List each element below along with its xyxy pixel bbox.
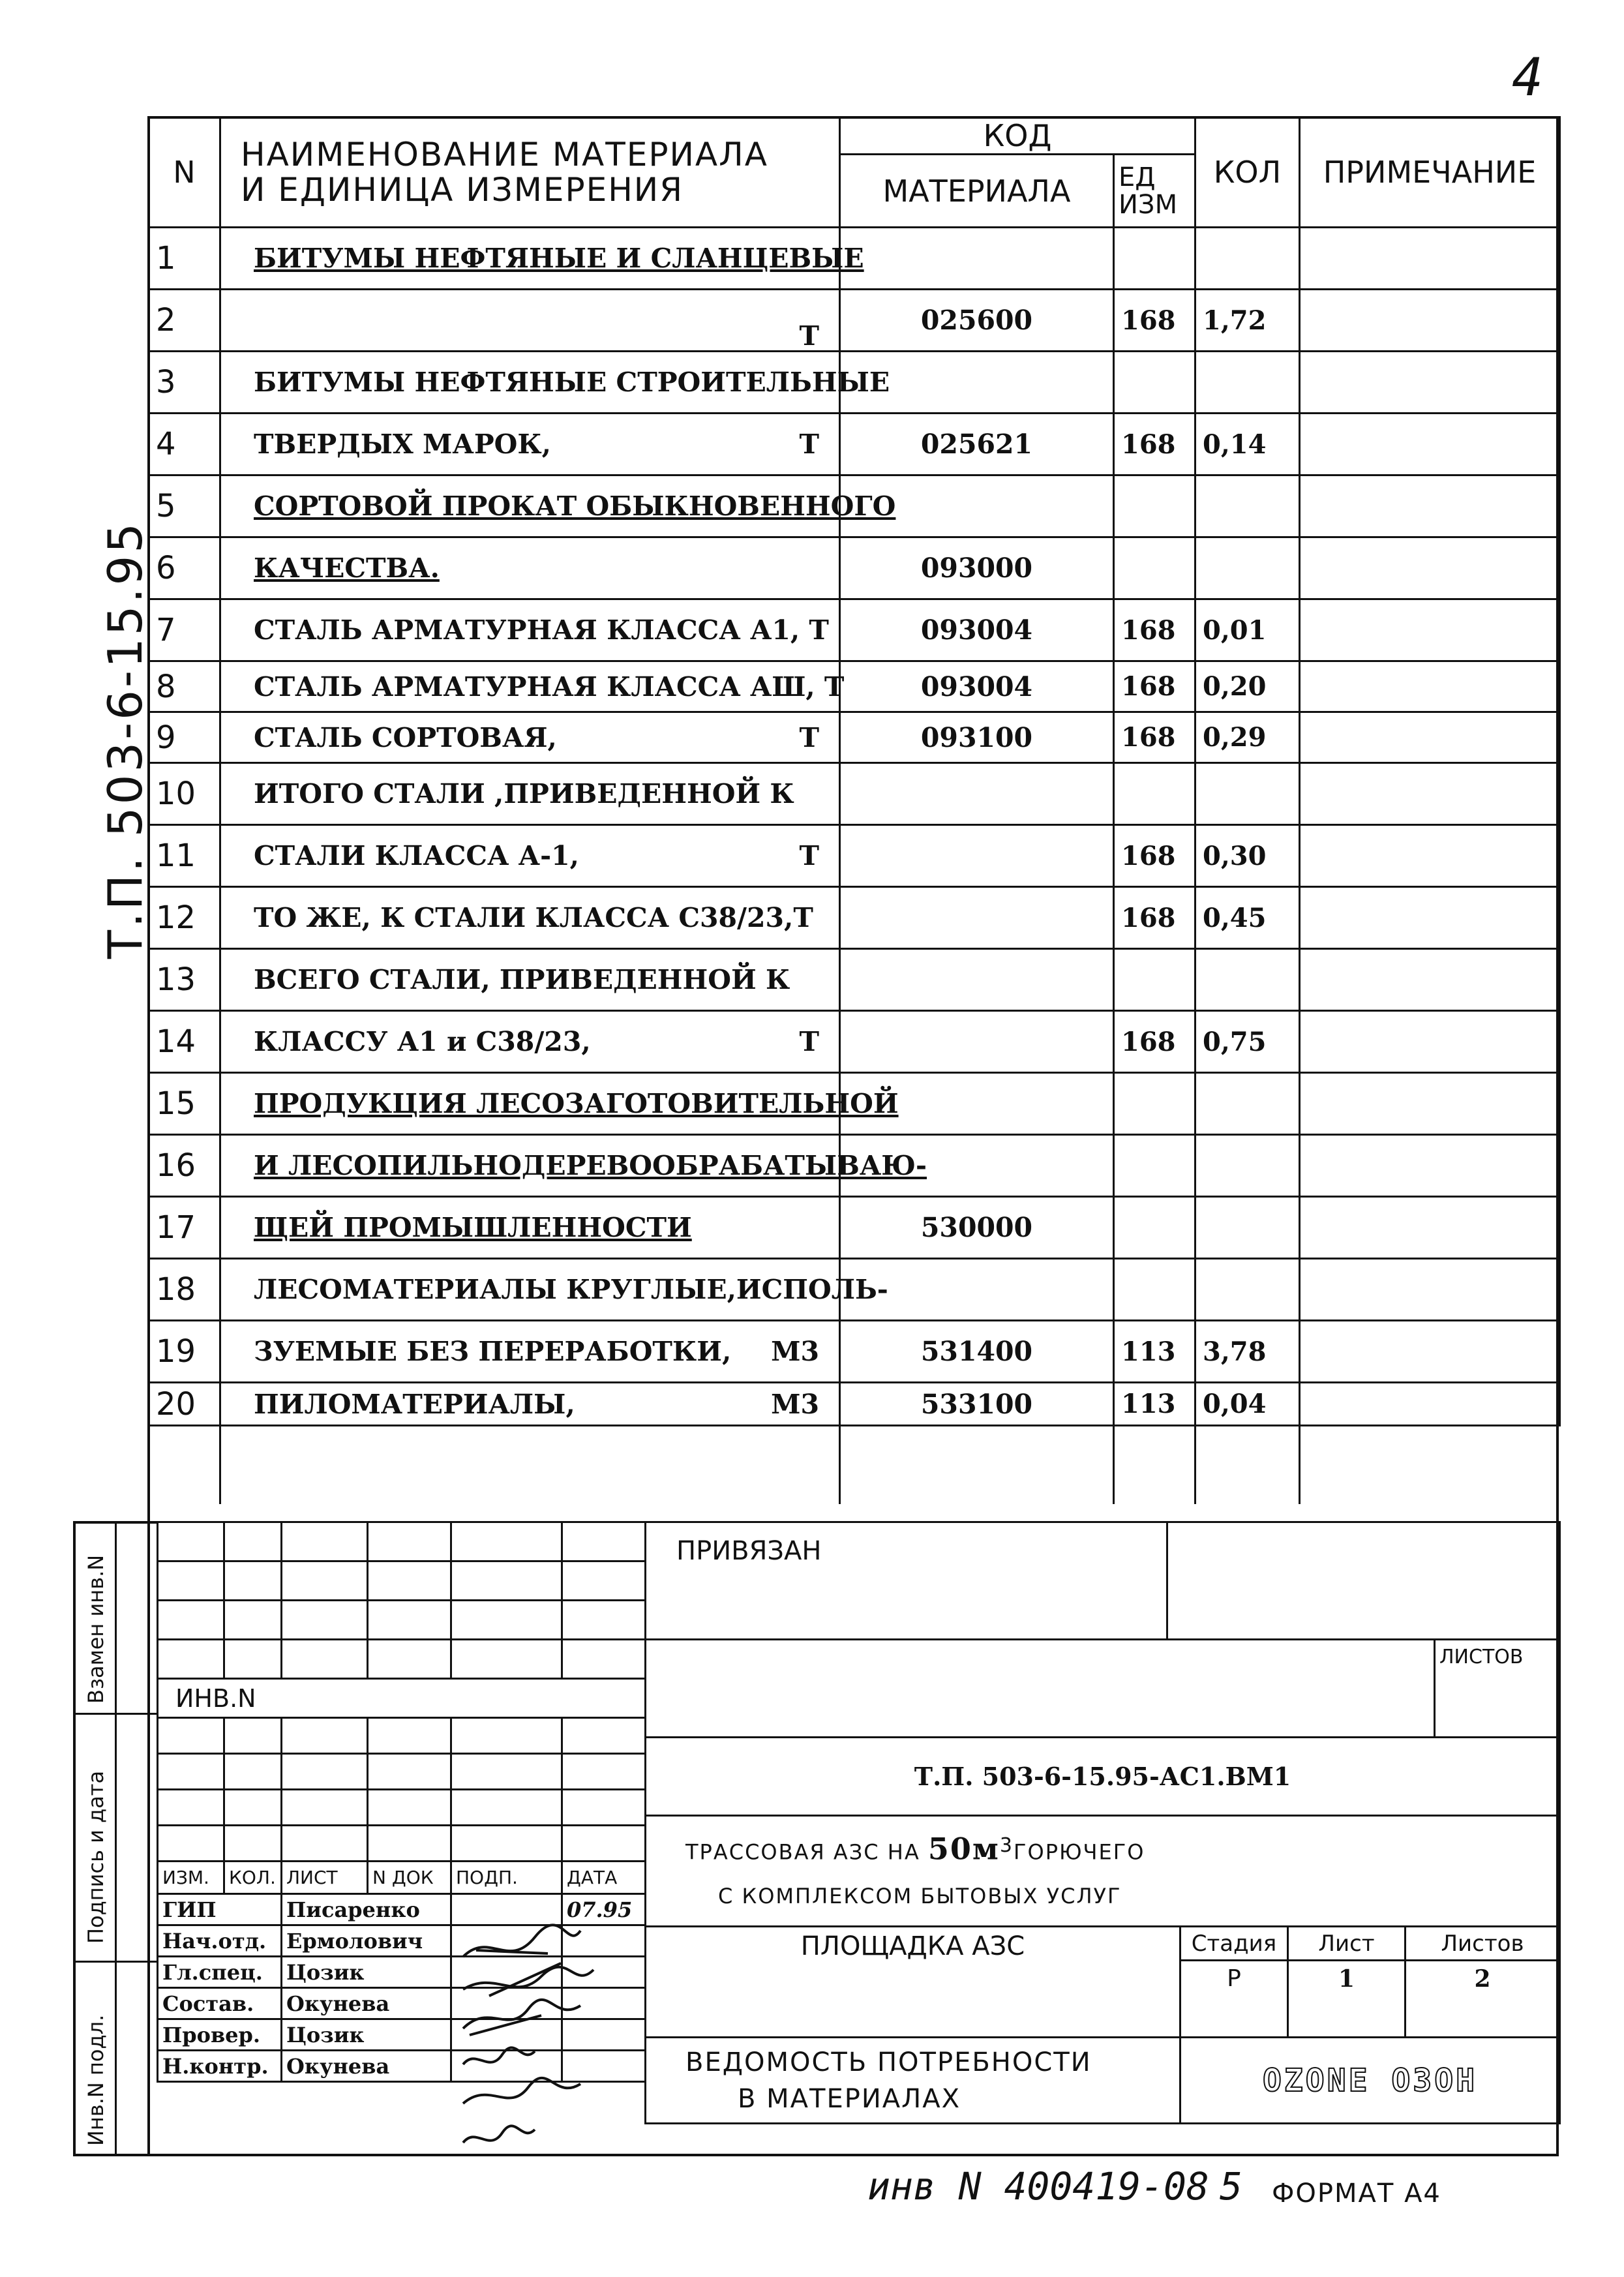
row-material-code: [840, 1011, 1114, 1073]
row-note: [1300, 1197, 1560, 1259]
row-quantity: [1195, 475, 1300, 537]
row-number: 2: [149, 290, 220, 352]
row-number: 15: [149, 1073, 220, 1135]
privyazan-label: ПРИВЯЗАН: [646, 1522, 1167, 1640]
table-row: [149, 475, 1560, 537]
table-row: [149, 1259, 1560, 1321]
table-row: [149, 1073, 1560, 1135]
row-unit-code: [1114, 475, 1195, 537]
row-quantity: 0,04: [1195, 1383, 1300, 1426]
side-label-zamen: Взамен инв.N: [83, 1554, 108, 1704]
row-material-code: 093100: [840, 712, 1114, 763]
table-row: [149, 228, 1560, 290]
side-strip-div2: [73, 1961, 157, 1963]
table-row: [149, 414, 1560, 475]
signer-name: Писаренко: [282, 1894, 451, 1925]
table-row: [149, 712, 1560, 763]
project-title-line2: С КОМПЛЕКСОМ БЫТОВЫХ УСЛУГ: [718, 1884, 1122, 1909]
row-unit-code: [1114, 537, 1195, 599]
row-material-name: [220, 290, 840, 352]
header-material: МАТЕРИАЛА: [840, 155, 1114, 228]
row-quantity: [1195, 1135, 1300, 1197]
table-row: [149, 290, 1560, 352]
row-material-code: [840, 825, 1114, 887]
row-note: [1300, 661, 1560, 712]
signature-column-headers: [158, 1862, 646, 1894]
header-name: [220, 117, 840, 228]
stage-label: Стадия: [1180, 1927, 1288, 1961]
row-material-code: 093000: [840, 537, 1114, 599]
signer-name: Ермолович: [282, 1925, 451, 1957]
row-material-code: 530000: [840, 1197, 1114, 1259]
row-note: [1300, 1011, 1560, 1073]
table-row: [149, 352, 1560, 414]
row-unit-code: 168: [1114, 825, 1195, 887]
signer-name: Цозик: [282, 2019, 451, 2051]
row-material-name: СТАЛЬ АРМАТУРНАЯ КЛАССА А1, Т: [220, 599, 840, 661]
row-unit: Т: [799, 320, 819, 352]
row-material-name: КАЧЕСТВА.: [220, 537, 840, 599]
row-material-name: ТО ЖЕ, К СТАЛИ КЛАССА С38/23,Т: [220, 887, 840, 949]
table-row: [149, 949, 1560, 1011]
row-unit: Т: [799, 429, 819, 460]
row-note: [1300, 825, 1560, 887]
side-strip-outer-line: [73, 1521, 76, 2156]
signer-name: Цозик: [282, 1957, 451, 1988]
project-title-line1: ТРАССОВАЯ АЗС НА $50м^3ГОРЮЧЕГО$: [685, 1831, 1145, 1867]
table-row: [149, 825, 1560, 887]
sheet-value: 1: [1288, 1961, 1406, 2038]
row-material-name: СТАЛЬ АРМАТУРНАЯ КЛАССА АШ, Т: [220, 661, 840, 712]
title-block-stage: [644, 1925, 1561, 2124]
row-unit: Т: [799, 840, 819, 871]
title-block-main: [644, 1521, 1561, 1927]
signature-ermolovich: [463, 1963, 594, 1996]
row-quantity: [1195, 228, 1300, 290]
table-row: [149, 1011, 1560, 1073]
row-unit-code: 168: [1114, 661, 1195, 712]
header-unit-line2: ИЗМ: [1119, 189, 1178, 220]
row-unit-code: [1114, 1259, 1195, 1321]
side-strip-div1: [73, 1713, 157, 1715]
document-code: Т.П. 503-6-15.95-АС1.ВМ1: [646, 1738, 1560, 1816]
row-note: [1300, 599, 1560, 661]
document-title-line1: ВЕДОМОСТЬ ПОТРЕБНОСТИ: [685, 2047, 1092, 2077]
row-quantity: 0,75: [1195, 1011, 1300, 1073]
row-unit-code: 168: [1114, 887, 1195, 949]
table-header-row-top: [149, 117, 1560, 155]
row-material-code: [840, 228, 1114, 290]
row-number: 20: [149, 1383, 220, 1426]
sheets-label: Листов: [1406, 1927, 1560, 1961]
inv-n-label: ИНВ.N: [158, 1679, 646, 1718]
row-note: [1300, 352, 1560, 414]
row-quantity: [1195, 1259, 1300, 1321]
header-name-line1: НАИМЕНОВАНИЕ МАТЕРИАЛА: [241, 136, 768, 173]
row-note: [1300, 475, 1560, 537]
row-material-name: ЗУЕМЫЕ БЕЗ ПЕРЕРАБОТКИ, М3: [220, 1321, 840, 1383]
row-note: [1300, 949, 1560, 1011]
signer-role: Провер.: [158, 2019, 282, 2051]
row-number: 16: [149, 1135, 220, 1197]
row-note: [1300, 887, 1560, 949]
row-number: 6: [149, 537, 220, 599]
table-row: [149, 661, 1560, 712]
col-list: ЛИСТ: [282, 1862, 368, 1894]
row-unit-code: 113: [1114, 1383, 1195, 1426]
row-material-code: 531400: [840, 1321, 1114, 1383]
row-unit: М3: [771, 1388, 819, 1420]
row-unit-code: [1114, 763, 1195, 825]
signature-scribbles: [450, 1924, 652, 2159]
row-number: 7: [149, 599, 220, 661]
side-label-inv: Инв.N подл.: [83, 2014, 108, 2146]
row-number: 12: [149, 887, 220, 949]
side-strip-inner-line: [115, 1521, 117, 2156]
row-note: [1300, 1135, 1560, 1197]
row-quantity: [1195, 352, 1300, 414]
row-material-name: И ЛЕСОПИЛЬНОДЕРЕВООБРАБАТЫВАЮ-: [220, 1135, 840, 1197]
side-strip-top-line: [73, 1521, 157, 1524]
row-material-name: СТАЛЬ СОРТОВАЯ, Т: [220, 712, 840, 763]
row-unit-code: [1114, 1197, 1195, 1259]
row-material-name: ТВЕРДЫХ МАРОК, Т: [220, 414, 840, 475]
row-material-code: 093004: [840, 599, 1114, 661]
footer-format: ФОРМАТ А4: [1272, 2179, 1441, 2209]
row-number: 3: [149, 352, 220, 414]
sheet-label: Лист: [1288, 1927, 1406, 1961]
row-note: [1300, 414, 1560, 475]
row-material-code: 025600: [840, 290, 1114, 352]
signature-tsozik-2: [463, 2078, 580, 2104]
row-unit: М3: [771, 1336, 819, 1367]
row-note: [1300, 712, 1560, 763]
row-number: 4: [149, 414, 220, 475]
row-quantity: 0,01: [1195, 599, 1300, 661]
row-material-name: БИТУМЫ НЕФТЯНЫЕ СТРОИТЕЛЬНЫЕ: [220, 352, 840, 414]
row-number: 8: [149, 661, 220, 712]
signer-row: [158, 1894, 646, 1925]
header-n: N: [149, 117, 220, 228]
row-note: [1300, 228, 1560, 290]
signer-name: Окунева: [282, 1988, 451, 2019]
row-number: 13: [149, 949, 220, 1011]
footer-page-handwritten: 5: [1220, 2164, 1242, 2209]
signer-role: Состав.: [158, 1988, 282, 2019]
row-quantity: 0,20: [1195, 661, 1300, 712]
page-number: 4: [1512, 47, 1544, 108]
table-row: [149, 1135, 1560, 1197]
row-material-name: СТАЛИ КЛАССА А-1, Т: [220, 825, 840, 887]
signer-signature: [451, 1894, 562, 1925]
header-unit: [1114, 155, 1195, 228]
row-material-code: [840, 887, 1114, 949]
row-material-code: 533100: [840, 1383, 1114, 1426]
col-data: ДАТА: [562, 1862, 646, 1894]
row-quantity: 1,72: [1195, 290, 1300, 352]
row-quantity: 0,30: [1195, 825, 1300, 887]
row-number: 11: [149, 825, 220, 887]
table-row: [149, 1383, 1560, 1426]
row-unit-code: 113: [1114, 1321, 1195, 1383]
signer-role: Гл.спец.: [158, 1957, 282, 1988]
row-note: [1300, 537, 1560, 599]
row-unit-code: 168: [1114, 599, 1195, 661]
document-title: [646, 2038, 1180, 2124]
row-quantity: [1195, 537, 1300, 599]
row-number: 19: [149, 1321, 220, 1383]
row-quantity: 3,78: [1195, 1321, 1300, 1383]
header-code: КОД: [840, 117, 1195, 155]
site-name: ПЛОЩАДКА АЗС: [646, 1927, 1180, 2038]
stage-value: Р: [1180, 1961, 1288, 2038]
row-material-name: ВСЕГО СТАЛИ, ПРИВЕДЕННОЙ К: [220, 949, 840, 1011]
col-podp: ПОДП.: [451, 1862, 562, 1894]
row-unit-code: [1114, 352, 1195, 414]
row-material-code: 093004: [840, 661, 1114, 712]
signer-role: Нач.отд.: [158, 1925, 282, 1957]
row-quantity: [1195, 763, 1300, 825]
row-quantity: 0,45: [1195, 887, 1300, 949]
header-qty: КОЛ: [1195, 117, 1300, 228]
row-note: [1300, 1073, 1560, 1135]
row-note: [1300, 763, 1560, 825]
project-title: [646, 1816, 1560, 1927]
sheets-value: 2: [1406, 1961, 1560, 2038]
row-quantity: 0,14: [1195, 414, 1300, 475]
signer-date: 07.95: [562, 1894, 646, 1925]
row-material-name: ПИЛОМАТЕРИАЛЫ, М3: [220, 1383, 840, 1426]
row-unit: Т: [799, 1026, 819, 1057]
row-material-code: [840, 763, 1114, 825]
col-kol: КОЛ.: [224, 1862, 282, 1894]
row-number: 5: [149, 475, 220, 537]
signer-role: Н.контр.: [158, 2051, 282, 2082]
row-material-name: ЩЕЙ ПРОМЫШЛЕННОСТИ: [220, 1197, 840, 1259]
materials-table: [147, 116, 1561, 1504]
signature-tsozik: [463, 2000, 580, 2035]
table-row: [149, 599, 1560, 661]
side-strip-bottom-line: [73, 2154, 157, 2156]
side-document-code: Т.П. 503-6-15.95: [98, 520, 153, 959]
row-unit-code: [1114, 228, 1195, 290]
row-quantity: [1195, 949, 1300, 1011]
row-unit-code: 168: [1114, 1011, 1195, 1073]
row-material-code: [840, 949, 1114, 1011]
row-unit-code: [1114, 1135, 1195, 1197]
row-material-name: КЛАССУ А1 и С38/23, Т: [220, 1011, 840, 1073]
table-row: [149, 763, 1560, 825]
listov-small-label: ЛИСТОВ: [1435, 1640, 1560, 1738]
row-unit-code: [1114, 1073, 1195, 1135]
col-izm: ИЗМ.: [158, 1862, 224, 1894]
signature-okuneva: [463, 2047, 535, 2064]
stamp: [1180, 2038, 1560, 2124]
row-material-code: 025621: [840, 414, 1114, 475]
row-number: 10: [149, 763, 220, 825]
row-number: 18: [149, 1259, 220, 1321]
row-number: 1: [149, 228, 220, 290]
stamp-text: OZONE ОЗОН: [1263, 2062, 1477, 2099]
table-row: [149, 1321, 1560, 1383]
signature-pisarenko: [463, 1925, 580, 1957]
document-title-line2: В МАТЕРИАЛАХ: [738, 2083, 961, 2114]
signer-role: ГИП: [158, 1894, 282, 1925]
row-unit: Т: [799, 721, 819, 753]
row-unit-code: 168: [1114, 712, 1195, 763]
row-number: 14: [149, 1011, 220, 1073]
row-number: 17: [149, 1197, 220, 1259]
row-quantity: [1195, 1197, 1300, 1259]
col-ndok: N ДОК: [368, 1862, 451, 1894]
row-material-name: ПРОДУКЦИЯ ЛЕСОЗАГОТОВИТЕЛЬНОЙ: [220, 1073, 840, 1135]
signer-name: Окунева: [282, 2051, 451, 2082]
row-quantity: [1195, 1073, 1300, 1135]
header-name-line2: И ЕДИНИЦА ИЗМЕРЕНИЯ: [241, 171, 684, 209]
row-unit-code: 168: [1114, 290, 1195, 352]
header-unit-line1: ЕД: [1119, 162, 1156, 192]
table-row: [149, 887, 1560, 949]
row-number: 9: [149, 712, 220, 763]
row-material-name: БИТУМЫ НЕФТЯНЫЕ И СЛАНЦЕВЫЕ: [220, 228, 840, 290]
row-material-name: ИТОГО СТАЛИ ,ПРИВЕДЕННОЙ К: [220, 763, 840, 825]
table-empty-row: [149, 1426, 1560, 1504]
row-note: [1300, 290, 1560, 352]
row-material-name: ЛЕСОМАТЕРИАЛЫ КРУГЛЫЕ,ИСПОЛЬ-: [220, 1259, 840, 1321]
footer-inv-handwritten: инв N 400419-08: [867, 2164, 1209, 2209]
row-material-name: СОРТОВОЙ ПРОКАТ ОБЫКНОВЕННОГО: [220, 475, 840, 537]
side-label-podpis: Подпись и дата: [83, 1770, 108, 1944]
table-row: [149, 1197, 1560, 1259]
row-note: [1300, 1321, 1560, 1383]
row-note: [1300, 1383, 1560, 1426]
signature-okuneva-2: [463, 2126, 535, 2143]
row-note: [1300, 1259, 1560, 1321]
table-row: [149, 537, 1560, 599]
row-unit-code: 168: [1114, 414, 1195, 475]
header-note: ПРИМЕЧАНИЕ: [1300, 117, 1560, 228]
row-quantity: 0,29: [1195, 712, 1300, 763]
row-unit-code: [1114, 949, 1195, 1011]
